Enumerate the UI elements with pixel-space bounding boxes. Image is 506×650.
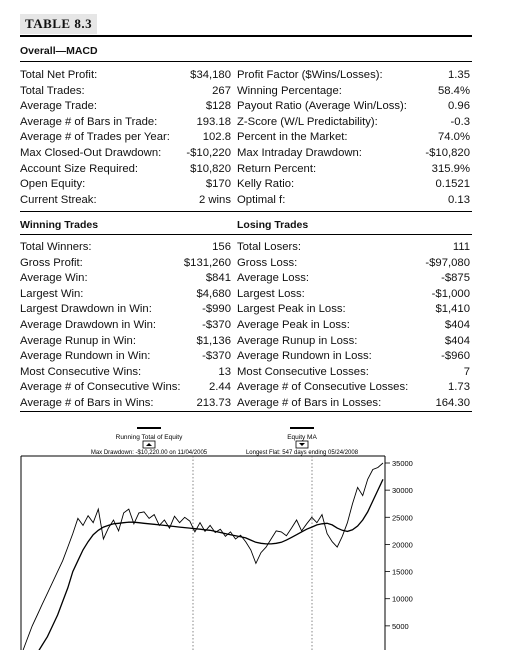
stat-label: Average Peak in Loss:: [237, 319, 350, 331]
stat-label: Percent in the Market:: [237, 131, 348, 144]
stat-value: 193.18: [196, 115, 231, 128]
stat-value: $170: [205, 178, 231, 191]
stat-label: Total Net Profit:: [20, 69, 98, 81]
stat-label: Average Drawdown in Win:: [20, 319, 157, 331]
stat-label: Optimal f:: [237, 193, 286, 206]
overall-left-row: [20, 115, 231, 130]
stat-value: $4,680: [196, 287, 231, 300]
stat-label: Average # of Bars in Trade:: [20, 115, 158, 128]
trade-right-row: [237, 380, 470, 395]
stat-value: $131,260: [183, 256, 231, 269]
stat-value: 111: [452, 241, 470, 253]
overall-right-row: [237, 177, 470, 192]
stat-label: Average # of Bars in Wins:: [20, 397, 154, 409]
stat-label: Current Streak:: [20, 193, 97, 206]
trade-left-row: [20, 365, 231, 380]
stat-label: Profit Factor ($Wins/Losses):: [237, 69, 383, 81]
stat-value: $10,820: [190, 162, 231, 175]
stat-value: 1.73: [448, 381, 470, 394]
stat-value: -$10,820: [425, 147, 470, 159]
stat-label: Max Closed-Out Drawdown:: [20, 147, 162, 159]
stat-label: Average # of Bars in Losses:: [237, 397, 382, 409]
trades-rule: [20, 234, 472, 235]
stat-value: $34,180: [190, 69, 231, 81]
overall-rule: [20, 61, 472, 62]
stat-value: 164.30: [435, 397, 470, 409]
stat-label: Kelly Ratio:: [237, 178, 295, 191]
stat-value: $404: [444, 319, 470, 331]
flat-annotation: Longest Flat: 547 days ending 05/24/2008: [245, 450, 359, 456]
overall-left-row: [20, 193, 231, 208]
stat-label: Average Win:: [20, 272, 88, 285]
trade-right-row: [237, 302, 470, 317]
stat-value: 156: [212, 241, 231, 253]
trade-left-row: [20, 240, 231, 255]
trade-right-row: [237, 365, 470, 380]
stat-value: 2.44: [209, 381, 231, 394]
overall-heading: Overall—MACD: [20, 45, 98, 57]
trade-right-row: [237, 287, 470, 302]
trade-right-row: [237, 256, 470, 271]
stat-label: Largest Peak in Loss:: [237, 303, 346, 316]
section-rule: [20, 211, 472, 212]
stat-label: Average # of Consecutive Wins:: [20, 381, 181, 394]
stat-label: Average Rundown in Win:: [20, 350, 151, 363]
stat-label: Total Trades:: [20, 84, 85, 97]
trade-right-row: [237, 349, 470, 364]
stat-value: 102.8: [202, 131, 231, 144]
stat-value: -$960: [441, 350, 470, 363]
trade-right-row: [237, 240, 470, 255]
trade-left-row: [20, 287, 231, 302]
trade-right-row: [237, 271, 470, 286]
stat-label: Largest Drawdown in Win:: [20, 303, 152, 316]
stat-value: 0.1521: [435, 178, 470, 191]
winning-heading: Winning Trades: [20, 219, 99, 231]
stat-label: Average Loss:: [237, 272, 310, 285]
overall-left-row: [20, 162, 231, 177]
trade-left-row: [20, 349, 231, 364]
stat-label: Average Runup in Loss:: [237, 334, 358, 347]
overall-right-row: [237, 68, 470, 83]
stat-value: $841: [205, 272, 231, 285]
stat-label: Max Intraday Drawdown:: [237, 147, 362, 159]
stat-label: Gross Profit:: [20, 256, 83, 269]
stat-label: Average Trade:: [20, 100, 98, 113]
stat-label: Z-Score (W/L Predictability):: [237, 115, 378, 128]
top-rule: [20, 35, 472, 37]
stat-label: Most Consecutive Wins:: [20, 365, 142, 378]
drawdown-annotation: Max Drawdown: -$10,220.00 on 11/04/2005: [90, 450, 208, 456]
stat-value: 315.9%: [431, 162, 470, 175]
stat-label: Total Winners:: [20, 241, 92, 253]
equity-line: [22, 463, 383, 650]
table-title: TABLE 8.3: [20, 14, 97, 34]
legend-label: Running Total of Equity: [115, 434, 183, 441]
y-tick-label: 35000: [392, 459, 413, 468]
y-tick-label: 25000: [392, 513, 413, 523]
stat-value: -$370: [202, 319, 231, 331]
trade-right-row: [237, 396, 470, 411]
overall-right-row: [237, 130, 470, 145]
stat-value: $128: [205, 100, 231, 113]
stat-label: Most Consecutive Losses:: [237, 365, 369, 378]
y-tick-label: 20000: [392, 540, 413, 550]
stat-value: -0.3: [450, 115, 470, 128]
stat-value: -$10,220: [186, 147, 231, 159]
overall-left-row: [20, 177, 231, 192]
stat-label: Largest Loss:: [237, 287, 305, 300]
overall-right-row: [237, 162, 470, 177]
overall-left-row: [20, 84, 231, 99]
overall-left-row: [20, 68, 231, 83]
stat-label: Gross Loss:: [237, 256, 298, 269]
y-tick-label: 30000: [392, 486, 413, 496]
stat-label: Open Equity:: [20, 178, 86, 191]
stat-value: -$370: [202, 350, 231, 363]
legend-label: Equity MA: [287, 434, 317, 441]
stat-label: Return Percent:: [237, 162, 317, 175]
stat-value: -$875: [441, 272, 470, 285]
stat-value: 7: [463, 365, 470, 378]
y-tick-label: 15000: [392, 567, 413, 577]
stat-value: 0.96: [448, 100, 470, 113]
stat-label: Average Rundown in Loss:: [237, 350, 372, 363]
stat-value: 213.73: [196, 397, 231, 409]
stat-value: -$1,000: [431, 287, 470, 300]
chart-header: [91, 428, 359, 456]
overall-right-row: [237, 99, 470, 114]
overall-left-row: [20, 130, 231, 145]
trade-left-row: [20, 334, 231, 349]
stat-label: Average # of Trades per Year:: [20, 131, 170, 144]
losing-heading: Losing Trades: [237, 219, 309, 231]
overall-right-row: [237, 84, 470, 99]
overall-right-row: [237, 146, 470, 161]
stat-label: Average Runup in Win:: [20, 334, 136, 347]
stat-value: 74.0%: [437, 131, 470, 144]
equity-chart: [0, 410, 506, 650]
trade-left-row: [20, 396, 231, 411]
stat-value: 13: [218, 365, 231, 378]
stat-value: 1.35: [448, 69, 470, 81]
stat-value: -$97,080: [425, 256, 470, 269]
stat-label: Total Losers:: [237, 241, 302, 253]
stat-value: -$990: [202, 303, 231, 316]
stat-value: 267: [212, 84, 231, 97]
stat-label: Average # of Consecutive Losses:: [237, 381, 409, 394]
trade-left-row: [20, 302, 231, 317]
overall-right-row: [237, 193, 470, 208]
stat-label: Account Size Required:: [20, 162, 139, 175]
overall-right-row: [237, 115, 470, 130]
overall-left-row: [20, 146, 231, 161]
stat-label: Payout Ratio (Average Win/Loss):: [237, 100, 407, 113]
equity-ma-line: [22, 479, 383, 650]
stat-value: 2 wins: [198, 193, 231, 206]
stat-value: $1,136: [196, 334, 231, 347]
stat-value: $1,410: [435, 303, 470, 316]
stat-value: $404: [444, 334, 470, 347]
trade-right-row: [237, 318, 470, 333]
trade-left-row: [20, 380, 231, 395]
overall-left-row: [20, 99, 231, 114]
stat-value: 0.13: [448, 193, 470, 206]
y-tick-label: 5000: [392, 621, 409, 631]
stat-label: Winning Percentage:: [237, 84, 342, 97]
stat-label: Largest Win:: [20, 287, 84, 300]
chart-plot: [21, 456, 413, 650]
trade-left-row: [20, 318, 231, 333]
trade-right-row: [237, 334, 470, 349]
y-tick-label: 10000: [392, 594, 413, 604]
trade-left-row: [20, 271, 231, 286]
trade-left-row: [20, 256, 231, 271]
stat-value: 58.4%: [437, 84, 470, 97]
